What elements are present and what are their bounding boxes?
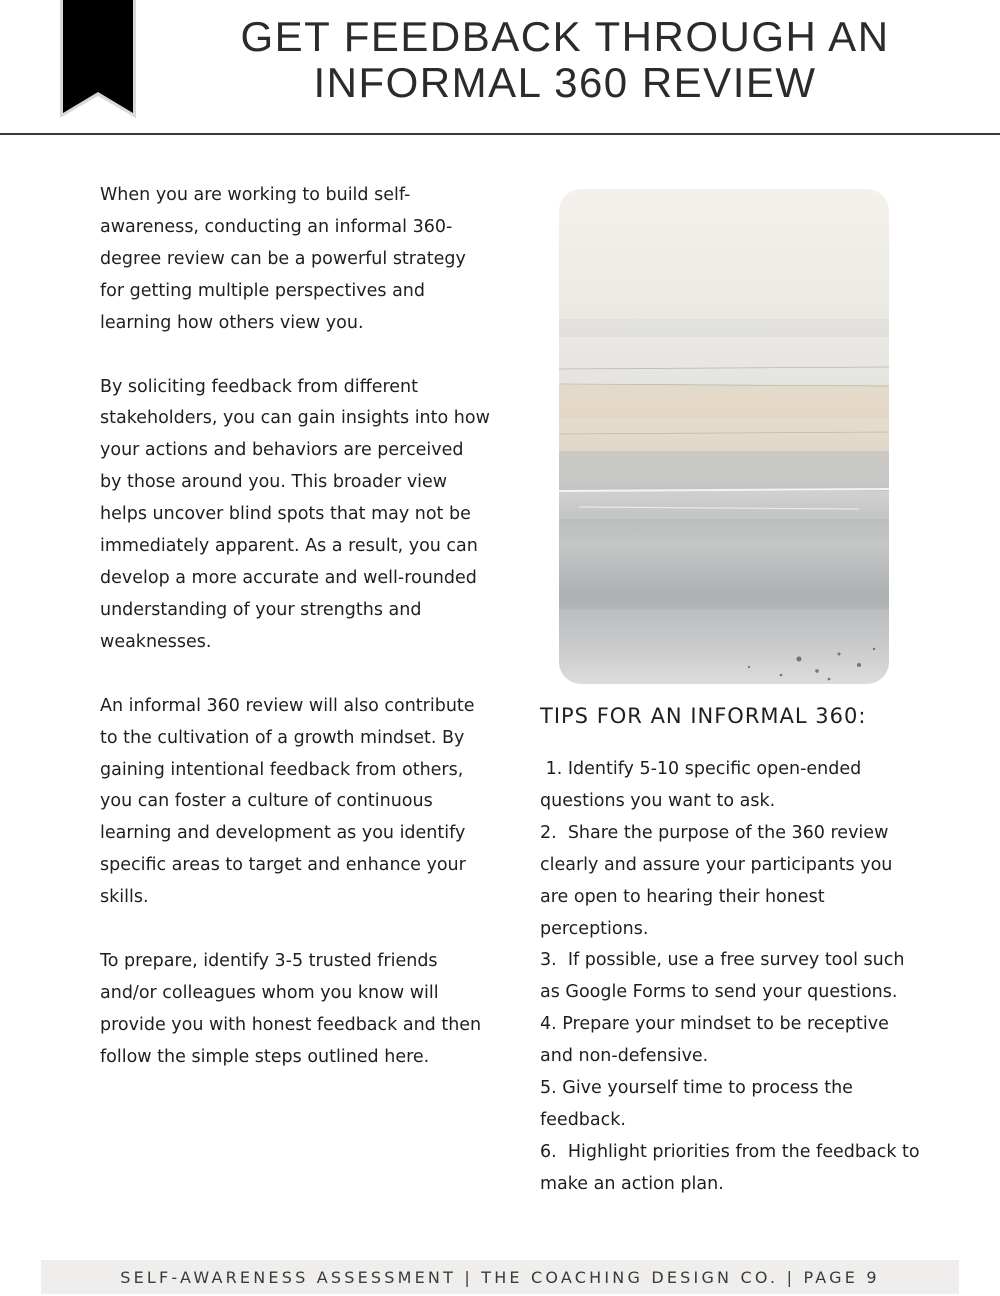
tip-item: 4. Prepare your mindset to be receptive and non-defensive. <box>540 1014 895 1067</box>
tip-item: 1. Identify 5-10 specific open-ended questions you want to ask. <box>540 759 867 811</box>
tip-item: 5. Give yourself time to process the feedback. <box>540 1078 859 1130</box>
paragraph-intro: When you are working to build self-awareness, conducting an informal 360-degree review can be a powerful strategy for getting multiple perspectives and learning how others view you. <box>100 185 466 333</box>
bookmark-ribbon <box>60 0 136 118</box>
tip-item: 3. If possible, use a free survey tool such as Google Forms to send your questions. <box>540 950 911 1003</box>
page-title <box>150 14 980 106</box>
paragraph-growth-mindset: An informal 360 review will also contribute to the cultivation of a growth mindset. By gaining intentional feedback from others, you can foster a culture of continuous learning and development as you identify specific areas to target and enhance your skills. <box>100 695 475 908</box>
page-title-line-2: INFORMAL 360 REVIEW <box>313 59 817 106</box>
watercolor-landscape-image <box>559 189 889 684</box>
page-footer <box>41 1260 959 1294</box>
tips-heading: TIPS FOR AN INFORMAL 360: <box>540 704 867 728</box>
tip-item: 2. Share the purpose of the 360 review clearly and assure your participants you are open to hearing their honest perceptions. <box>540 822 898 939</box>
paragraph-stakeholders: By soliciting feedback from different stakeholders, you can gain insights into how your actions and behaviors are perceived by those around you. This broader view helps uncover blind spots that may not be immediately apparent. As a result, you can develop a more accurate and well-rounded understanding of your strengths and weaknesses. <box>100 376 490 652</box>
paragraph-prepare: To prepare, identify 3-5 trusted friends and/or colleagues whom you know will provide you with honest feedback and then follow the simple steps outlined here. <box>100 951 482 1067</box>
body-text <box>100 180 490 1106</box>
footer-text: SELF-AWARENESS ASSESSMENT | THE COACHING DESIGN CO. | PAGE 9 <box>120 1268 880 1287</box>
tip-item: 6. Highlight priorities from the feedback to make an action plan. <box>540 1141 926 1194</box>
header-divider <box>0 133 1000 135</box>
tips-list <box>540 754 926 1201</box>
page-title-line-1: GET FEEDBACK THROUGH AN <box>240 13 890 60</box>
